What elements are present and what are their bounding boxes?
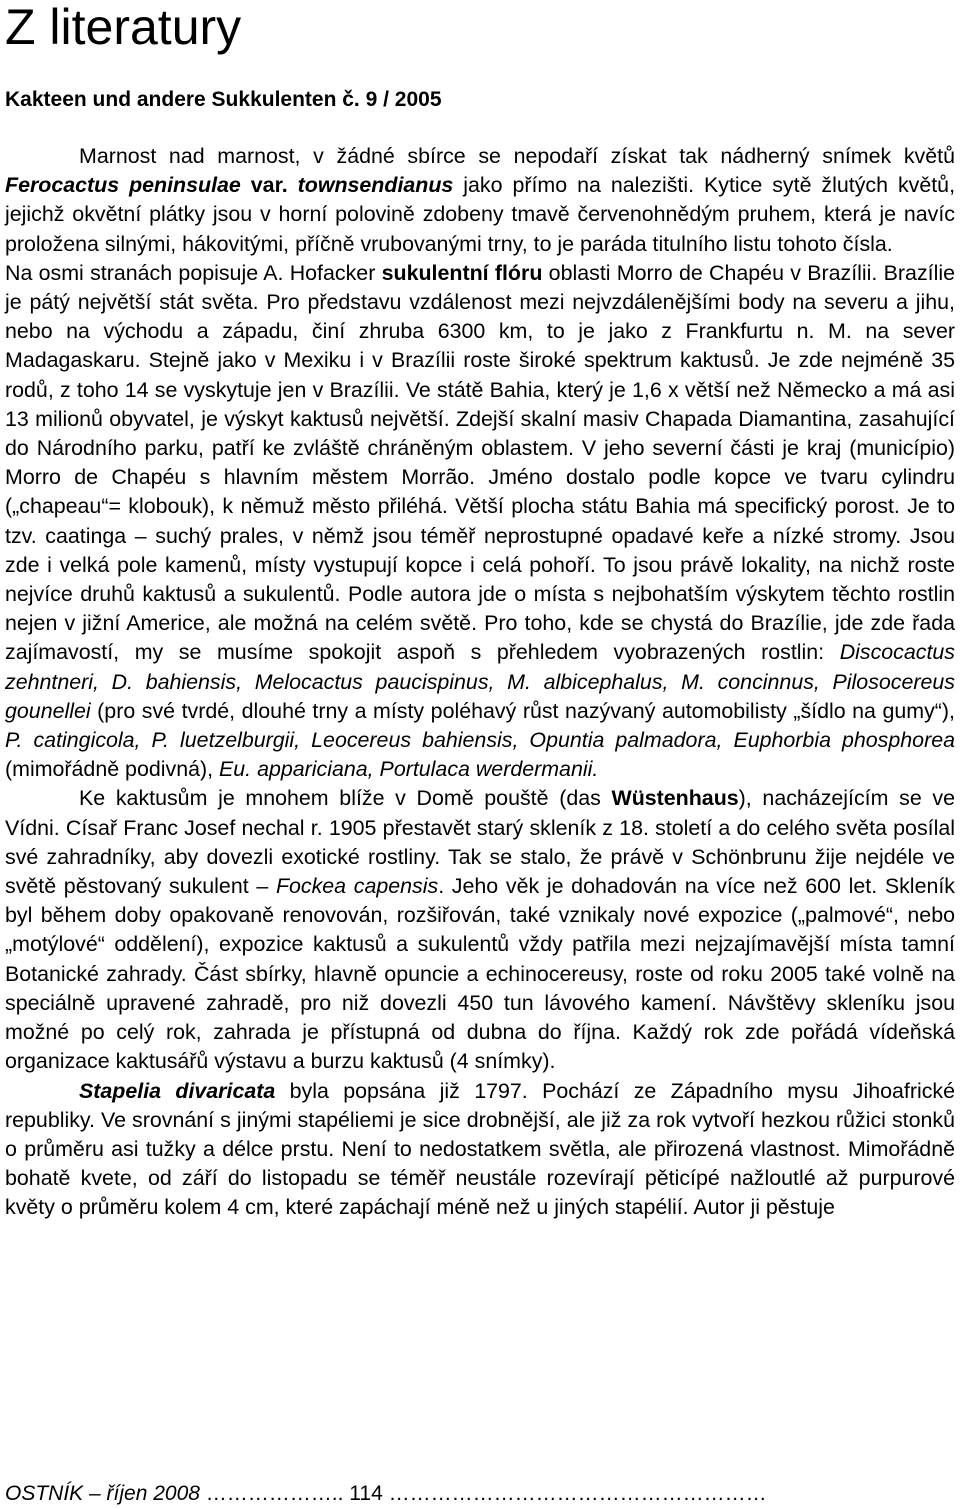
text-segment: oblasti Morro de Chapéu v Brazílii. Brazílie je pátý největší stát světa. Pro představu vzdálenost mezi nejvzdálenějšími body na severu a jihu, nebo na východu a západu, činí zhruba 6300 km, to je jako z Frankfurtu n. M. na sever Madagaskaru. Stejně jako v Mexiku i v Brazílii roste široké spektrum kaktusů. Je zde nejméně 35 rodů, z toho 14 se vyskytuje jen v Brazílii. Ve státě Bahia, který je 1,6 x větší než Německo a má asi 13 milionů obyvatel, je výskyt kaktusů největší. Zdejší skalní masiv Chapada Diamantina, zasahující do Národního parku, patří ke zvláště chráněným oblastem. V jeho severní části je kraj (município) Morro de Chapéu s hlavním městem Morrão. Jméno dostalo podle kopce ve tvaru cylindru („chapeau“= klobouk), k němuž město přiléhá. Větší plocha státu Bahia má specifický porost. Je to tzv. caatinga – suchý prales, v němž jsou téměř neprostupné opadavé keře a nízké stromy. Jsou zde i velká pole kamenů, místy vystupují kopce i celá pohoří. To jsou právě lokality, na nichž roste nejvíce druhů kaktusů a sukulentů. Podle autora jde o místa s nejbohatším výskytem těchto rostlin nejen v jižní Americe, ale možná na celém světě. Pro toho, kde se chystá do Brazílie, jde zde řada zajímavostí, my se musíme spokojit aspoň s přehledem vyobrazených rostlin: <box>5 260 955 665</box>
text-segment: ), nacházejícím se ve Vídni. Císař Franc Josef nechal r. 1905 přestavět starý skleník z 18. století a do celého světa posílal své zahradníky, aby dovezli exotické rostliny. Tak se stalo, že právě v Schönbrunu žije nejdéle ve světě pěstovaný sukulent – <box>5 786 955 899</box>
paragraph-3 <box>5 784 955 1076</box>
page-title: Z literatury <box>5 0 242 55</box>
text-segment: byla popsána již 1797. Pochází ze Západního mysu Jihoafrické republiky. Ve srovnání s jinými stapéliemi je sice drobnější, ale již za rok vytvoří hezkou růžici stonků o průměru asi tužky a délce prstu. Není to nedostatkem světla, ale přirozená vlastnost. Mimořádně bohatě kvete, od září do listopadu se téměř neustále rozevírají pěticípé nažloutlé až purpurové květy o průměru kolem 4 cm, které zapáchají méně než u jiných stapélií. Autor ji pěstuje <box>5 1078 956 1220</box>
source-line: Kakteen und andere Sukkulenten č. 9 / 2005 <box>5 88 442 111</box>
paragraph-2 <box>5 259 955 785</box>
text-segment: sukulentní flóru <box>381 260 543 285</box>
text-segment: var. <box>240 173 298 198</box>
text-segment: townsendianus <box>297 173 454 198</box>
text-segment: Eu. appariciana, Portulaca werdermanii. <box>219 757 599 782</box>
page-footer <box>5 1480 767 1508</box>
paragraph-1 <box>5 142 955 259</box>
text-segment: Fockea capensis <box>275 874 439 899</box>
text-segment: (pro své tvrdé, dlouhé trny a místy poléhavý růst nazývaný automobilisty „šídlo na gumy“), <box>90 698 955 723</box>
article-body <box>5 142 955 1223</box>
text-segment: (mimořádně podivná), <box>5 757 220 782</box>
text-segment: . Jeho věk je dohadován na více než 600 let. Skleník byl během doby opakovaně renovován, rozšiřován, také vznikaly nové expozice („palmové“, nebo „motýlové“ oddělení), expozice kaktusů a sukulentů vždy patřila mezi nejzajímavější místa tamní Botanické zahrady. Část sbírky, hlavně opuncie a echinocereusy, roste od roku 2005 také volně na speciálně upravené zahradě, pro niž dovezli 450 tun lávového kamení. Návštěvy skleníku jsou možné po celý rok, zahrada je přístupná od dubna do října. Každý rok zde pořádá vídeňská organizace kaktusářů výstavu a burzu kaktusů (4 snímky). <box>5 874 955 1074</box>
text-segment: Marnost nad marnost, v žádné sbírce se nepodaří získat tak nádherný snímek květů <box>79 144 955 168</box>
text-segment: jako přímo na nalezišti. Kytice sytě žlutých květů, jejichž okvětní plátky jsou v horní polovině zdobeny tmavě červenohnědým pruhem, která je navíc proložena silnými, hákovitými, příčně vrubovanými trny, to je paráda titulního listu tohoto čísla. <box>5 173 956 256</box>
paragraph-4 <box>5 1077 955 1223</box>
footer-leader-left: ……………….. <box>199 1482 350 1505</box>
text-segment: Na osmi stranách popisuje A. Hofacker <box>5 260 382 285</box>
text-segment: Ke kaktusům je mnohem blíže v Domě pouště (das <box>79 786 612 811</box>
text-segment: P. catingicola, P. luetzelburgii, Leocereus bahiensis, Opuntia palmadora, Euphorbia phosphorea <box>5 728 955 753</box>
text-segment: Stapelia divaricata <box>79 1078 276 1103</box>
footer-magazine: OSTNÍK – říjen 2008 <box>5 1482 200 1505</box>
text-segment: Ferocactus peninsulae <box>5 173 241 198</box>
text-segment: Discocactus zehntneri, D. bahiensis, Melocactus paucispinus, M. albicephalus, M. concinnus, Pilosocereus gounellei <box>5 640 955 723</box>
text-segment: Wüstenhaus <box>611 786 739 811</box>
footer-leader-right: ……………………………………………… <box>382 1482 767 1505</box>
footer-page-number: 114 <box>349 1482 383 1505</box>
